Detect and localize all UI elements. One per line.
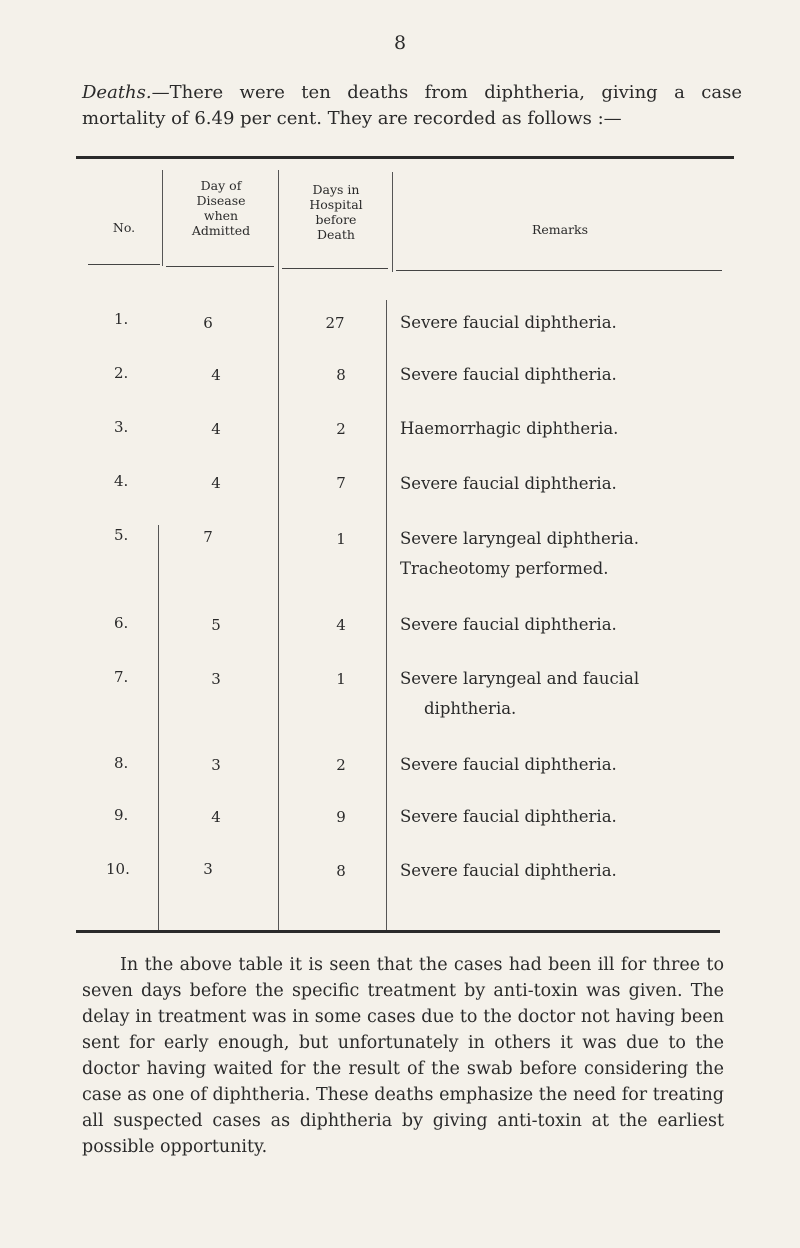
- row-days-in-hospital: 1: [336, 670, 346, 688]
- row-number: 7.: [114, 668, 129, 686]
- row-days-in-hospital: 2: [336, 420, 346, 438]
- row-day-of-disease: 5: [211, 616, 221, 634]
- row-day-of-disease: 3: [211, 670, 221, 688]
- row-remark: Severe faucial diphtheria.: [400, 365, 617, 384]
- header-remarks: Remarks: [531, 222, 589, 237]
- row-remark: Severe laryngeal diphtheria. Tracheotomy performed.: [400, 529, 639, 578]
- page-number: 8: [393, 32, 407, 54]
- row-remark: Severe faucial diphtheria.: [400, 807, 617, 826]
- header-no: No.: [112, 220, 136, 235]
- table-top-rule: [76, 156, 734, 159]
- column-divider-1: [162, 170, 163, 266]
- column-divider-3: [392, 172, 393, 272]
- table-bottom-rule: [76, 930, 720, 933]
- row-number: 3.: [114, 418, 129, 436]
- row-days-in-hospital: 8: [336, 862, 346, 880]
- intro-lead: Deaths.: [82, 82, 152, 103]
- row-remark: Severe laryngeal and faucial diphtheria.: [400, 669, 640, 718]
- row-day-of-disease: 6: [203, 314, 213, 332]
- row-day-of-disease: 4: [211, 474, 221, 492]
- column-divider-1-lower: [158, 525, 159, 930]
- row-remark: Severe faucial diphtheria.: [400, 474, 617, 493]
- row-number: 8.: [114, 754, 129, 772]
- row-remark: Severe faucial diphtheria.: [400, 615, 617, 634]
- header-rule-no: [88, 264, 160, 265]
- row-number: 4.: [114, 472, 129, 490]
- row-remark: Severe faucial diphtheria.: [400, 861, 617, 880]
- row-day-of-disease: 4: [211, 808, 221, 826]
- row-days-in-hospital: 2: [336, 756, 346, 774]
- row-number: 10.: [106, 860, 130, 878]
- header-rule-days: [282, 268, 388, 269]
- row-days-in-hospital: 7: [336, 474, 346, 492]
- row-days-in-hospital: 9: [336, 808, 346, 826]
- row-days-in-hospital: 8: [336, 366, 346, 384]
- row-day-of-disease: 3: [203, 860, 213, 878]
- row-day-of-disease: 3: [211, 756, 221, 774]
- header-rule-day: [166, 266, 274, 267]
- column-divider-2: [278, 170, 279, 930]
- row-days-in-hospital: 4: [336, 616, 346, 634]
- row-number: 2.: [114, 364, 129, 382]
- header-days-in-hospital: Days in Hospital before Death: [309, 182, 363, 242]
- column-divider-3-lower: [386, 300, 387, 930]
- header-day-of-disease: Day of Disease when Admitted: [191, 178, 251, 238]
- outro-paragraph: In the above table it is seen that the cases had been ill for three to seven days before the specific treatment by anti-toxin was given. The delay in treatment was in some cases due to the doctor not having been sent for early enough, but unfortunately in others it was due to the doctor having waited for the result of the swab before considering the case as one of diphtheria. These deaths emphasize the need for treating all suspected cases as diphtheria by giving anti-toxin at the earliest possible opportunity.: [82, 955, 724, 1157]
- row-remark: Severe faucial diphtheria.: [400, 755, 617, 774]
- header-rule-remarks: [396, 270, 722, 271]
- intro-paragraph: [82, 80, 742, 132]
- row-number: 6.: [114, 614, 129, 632]
- row-day-of-disease: 4: [211, 366, 221, 384]
- row-number: 1.: [114, 310, 129, 328]
- row-number: 9.: [114, 806, 129, 824]
- row-number: 5.: [114, 526, 129, 544]
- row-remark: Severe faucial diphtheria.: [400, 313, 617, 332]
- row-days-in-hospital: 27: [325, 314, 345, 332]
- intro-text: —There were ten deaths from diphtheria, giving a case mortality of 6.49 per cent. They are recorded as follows :—: [82, 82, 742, 129]
- row-day-of-disease: 7: [203, 528, 213, 546]
- row-remark: Haemorrhagic diphtheria.: [400, 419, 619, 438]
- row-days-in-hospital: 1: [336, 530, 346, 548]
- row-day-of-disease: 4: [211, 420, 221, 438]
